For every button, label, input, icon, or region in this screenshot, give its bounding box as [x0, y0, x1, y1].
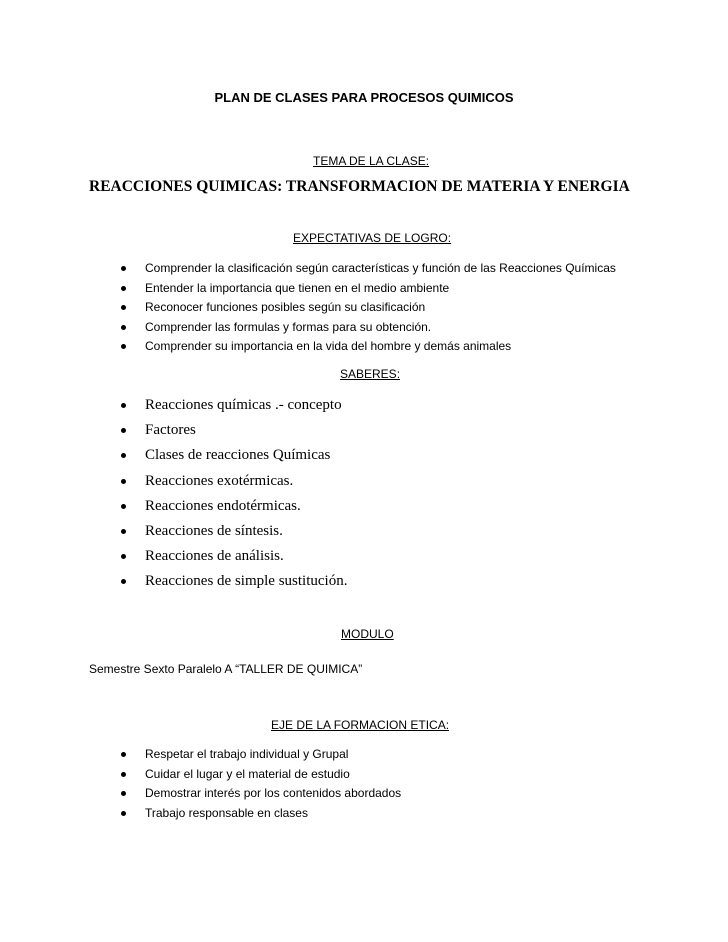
list-item: Trabajo responsable en clases [116, 804, 401, 824]
saberes-list [116, 393, 347, 595]
eje-heading: EJE DE LA FORMACION ETICA: [271, 718, 450, 732]
bullet-icon [121, 453, 126, 458]
list-item: Reconocer funciones posibles según su clasificación [116, 298, 616, 318]
bullet-icon [121, 286, 126, 291]
list-item: Demostrar interés por los contenidos abordados [116, 784, 401, 804]
bullet-icon [121, 479, 126, 484]
bullet-icon [121, 403, 126, 408]
list-item: Comprender la clasificación según características y función de las Reacciones Químicas [116, 259, 616, 279]
bullet-icon [121, 344, 126, 349]
list-item: Factores [116, 418, 347, 443]
list-item: Reacciones de simple sustitución. [116, 569, 347, 594]
list-item: Reacciones de síntesis. [116, 519, 347, 544]
expectativas-list [116, 259, 616, 357]
list-item: Reacciones exotérmicas. [116, 469, 347, 494]
expectativas-heading: EXPECTATIVAS DE LOGRO: [293, 231, 452, 245]
bullet-icon [121, 791, 126, 796]
modulo-text: Semestre Sexto Paralelo A “TALLER DE QUIMICA” [89, 662, 363, 676]
list-item: Entender la importancia que tienen en el medio ambiente [116, 279, 616, 299]
list-item: Cuidar el lugar y el material de estudio [116, 765, 401, 785]
tema-heading: TEMA DE LA CLASE: [313, 154, 430, 168]
bullet-icon [121, 772, 126, 777]
bullet-icon [121, 554, 126, 559]
list-item: Clases de reacciones Químicas [116, 443, 347, 468]
list-item: Reacciones químicas .- concepto [116, 393, 347, 418]
document-title: PLAN DE CLASES PARA PROCESOS QUIMICOS [214, 90, 514, 105]
eje-list [116, 745, 401, 823]
bullet-icon [121, 305, 126, 310]
bullet-icon [121, 325, 126, 330]
list-item: Comprender su importancia en la vida del hombre y demás animales [116, 337, 616, 357]
bullet-icon [121, 579, 126, 584]
bullet-icon [121, 752, 126, 757]
list-item: Respetar el trabajo individual y Grupal [116, 745, 401, 765]
list-item: Comprender las formulas y formas para su obtención. [116, 318, 616, 338]
bullet-icon [121, 529, 126, 534]
saberes-heading: SABERES: [340, 367, 401, 381]
bullet-icon [121, 811, 126, 816]
modulo-heading: MODULO [341, 627, 394, 641]
tema-value: REACCIONES QUIMICAS: TRANSFORMACION DE MATERIA Y ENERGIA [89, 178, 630, 195]
list-item: Reacciones de análisis. [116, 544, 347, 569]
list-item: Reacciones endotérmicas. [116, 494, 347, 519]
bullet-icon [121, 504, 126, 509]
bullet-icon [121, 428, 126, 433]
bullet-icon [121, 266, 126, 271]
